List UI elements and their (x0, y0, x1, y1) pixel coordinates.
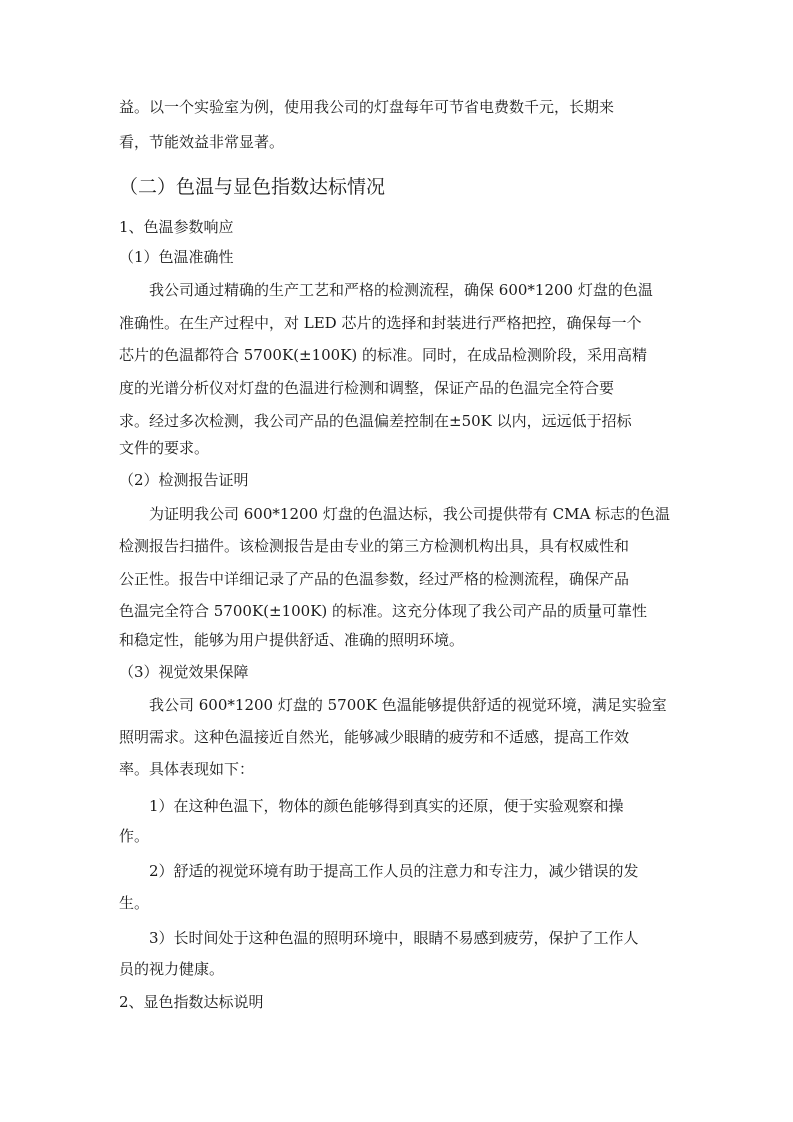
list-item: 1）在这种色温下，物体的颜色能够得到真实的还原，便于实验观察和操 (149, 797, 624, 815)
item-title-accuracy: （1）色温准确性 (119, 248, 234, 266)
paragraph-line: 和稳定性，能够为用户提供舒适、准确的照明环境。 (119, 631, 465, 649)
section-heading: （二）色温与显色指数达标情况 (119, 176, 386, 198)
item-title-visual: （3）视觉效果保障 (119, 663, 249, 681)
paragraph-line: 准确性。在生产过程中，对 LED 芯片的选择和封装进行严格把控，确保每一个 (119, 314, 642, 332)
paragraph-line: 芯片的色温都符合 5700K(±100K) 的标准。同时，在成品检测阶段，采用高精 (119, 346, 648, 364)
subsection-title-color-temperature: 1、色温参数响应 (119, 218, 234, 236)
paragraph-line: 为证明我公司 600*1200 灯盘的色温达标，我公司提供带有 CMA 标志的色温 (149, 505, 671, 523)
paragraph-line: 照明需求。这种色温接近自然光，能够减少眼睛的疲劳和不适感，提高工作效 (119, 728, 630, 746)
list-item: 作。 (119, 827, 150, 845)
paragraph-line: 求。经过多次检测，我公司产品的色温偏差控制在±50K 以内，远远低于招标 (119, 412, 632, 430)
subsection-title-color-rendering: 2、显色指数达标说明 (119, 993, 264, 1011)
list-item: 3）长时间处于这种色温的照明环境中，眼睛不易感到疲劳，保护了工作人 (149, 929, 639, 947)
list-item: 2）舒适的视觉环境有助于提高工作人员的注意力和专注力，减少错误的发 (149, 862, 639, 880)
paragraph-line: 文件的要求。 (119, 439, 210, 457)
intro-line-2: 看，节能效益非常显著。 (119, 133, 285, 151)
paragraph-line: 色温完全符合 5700K(±100K) 的标准。这充分体现了我公司产品的质量可靠性 (119, 602, 648, 620)
list-item: 生。 (119, 894, 150, 912)
paragraph-line: 检测报告扫描件。该检测报告是由专业的第三方检测机构出具，具有权威性和 (119, 537, 630, 555)
item-title-report: （2）检测报告证明 (119, 471, 249, 489)
list-item: 员的视力健康。 (119, 960, 225, 978)
intro-line-1: 益。以一个实验室为例，使用我公司的灯盘每年可节省电费数千元，长期来 (119, 98, 615, 116)
paragraph-line: 我公司 600*1200 灯盘的 5700K 色温能够提供舒适的视觉环境，满足实验室 (149, 696, 667, 714)
paragraph-line: 我公司通过精确的生产工艺和严格的检测流程，确保 600*1200 灯盘的色温 (149, 281, 653, 299)
paragraph-line: 公正性。报告中详细记录了产品的色温参数，经过严格的检测流程，确保产品 (119, 570, 630, 588)
paragraph-line: 率。具体表现如下： (119, 760, 255, 778)
paragraph-line: 度的光谱分析仪对灯盘的色温进行检测和调整，保证产品的色温完全符合要 (119, 379, 615, 397)
